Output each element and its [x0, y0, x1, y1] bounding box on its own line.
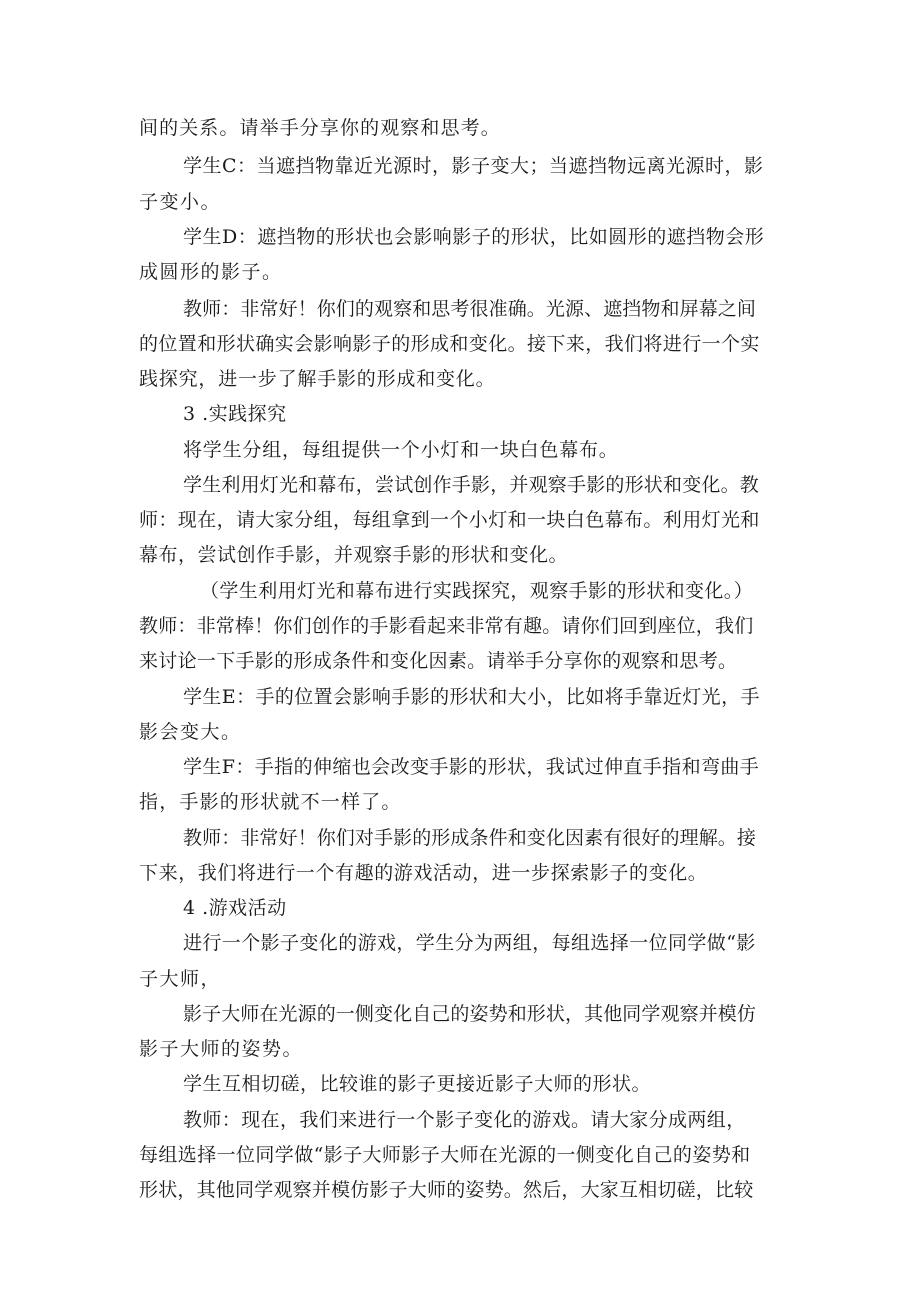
- text-line: 影子大师在光源的一侧变化自己的姿势和形状，其他同学观察并模仿: [183, 1003, 757, 1025]
- text-line: 师：现在，请大家分组，每组拿到一个小灯和一块白色幕布。利用灯光和: [139, 509, 760, 531]
- text-line: 学生D：遮挡物的形状也会影响影子的形状，比如圆形的遮挡物会形: [183, 226, 765, 248]
- text-line: 学生C：当遮挡物靠近光源时，影子变大；当遮挡物远离光源时，影: [183, 155, 764, 177]
- text-line: 形状，其他同学观察并模仿影子大师的姿势。然后，大家互相切磋，比较: [139, 1179, 754, 1201]
- text-line: 指，手影的形状就不一样了。: [139, 791, 402, 813]
- text-line: 子变小。: [139, 191, 222, 213]
- text-line: 践探究，进一步了解手影的形成和变化。: [139, 368, 496, 390]
- text-line: 教师：非常好！你们对手影的形成条件和变化因素有很好的理解。接: [183, 827, 757, 849]
- text-line: 影子大师的姿势。: [139, 1038, 304, 1060]
- text-line: 的位置和形状确实会影响影子的形成和变化。接下来，我们将进行一个实: [139, 333, 760, 355]
- text-line: 学生互相切磋，比较谁的影子更接近影子大师的形状。: [183, 1073, 652, 1095]
- section-heading: 3 .实践探究: [183, 403, 287, 425]
- text-line: 每组选择一位同学做“影子大师影子大师在光源的一侧变化自己的姿势和: [139, 1144, 751, 1166]
- text-line: 来讨论一下手影的形成条件和变化因素。请举手分享你的观察和思考。: [139, 650, 738, 672]
- text-line: 子大师，: [139, 968, 222, 990]
- text-line: 学生利用灯光和幕布，尝试创作手影，并观察手影的形状和变化。教: [183, 474, 760, 496]
- text-line: 下来，我们将进行一个有趣的游戏活动，进一步探索影子的变化。: [139, 862, 708, 884]
- text-line: 学生E：手的位置会影响手影的形状和大小，比如将手靠近灯光，手: [183, 686, 760, 708]
- text-line: 学生F：手指的伸缩也会改变手影的形状，我试过伸直手指和弯曲手: [183, 756, 760, 778]
- text-line: 将学生分组，每组提供一个小灯和一块白色幕布。: [183, 439, 619, 461]
- text-line: 间的关系。请举手分享你的观察和思考。: [139, 117, 501, 139]
- text-line: 幕布，尝试创作手影，并观察手影的形状和变化。: [139, 544, 569, 566]
- section-heading: 4 .游戏活动: [183, 897, 287, 919]
- text-line: 教师：非常好！你们的观察和思考很准确。光源、遮挡物和屏幕之间: [183, 298, 757, 320]
- text-line: （学生利用灯光和幕布进行实践探究，观察手影的形状和变化。）: [200, 580, 754, 602]
- text-line: 进行一个影子变化的游戏，学生分为两组，每组选择一位同学做“影: [183, 932, 756, 954]
- text-line: 教师：非常棒！你们创作的手影看起来非常有趣。请你们回到座位，我们: [139, 615, 754, 637]
- text-line: 影会变大。: [139, 721, 242, 743]
- text-line: 教师：现在，我们来进行一个影子变化的游戏。请大家分成两组，: [183, 1109, 746, 1131]
- text-line: 成圆形的影子。: [139, 261, 283, 283]
